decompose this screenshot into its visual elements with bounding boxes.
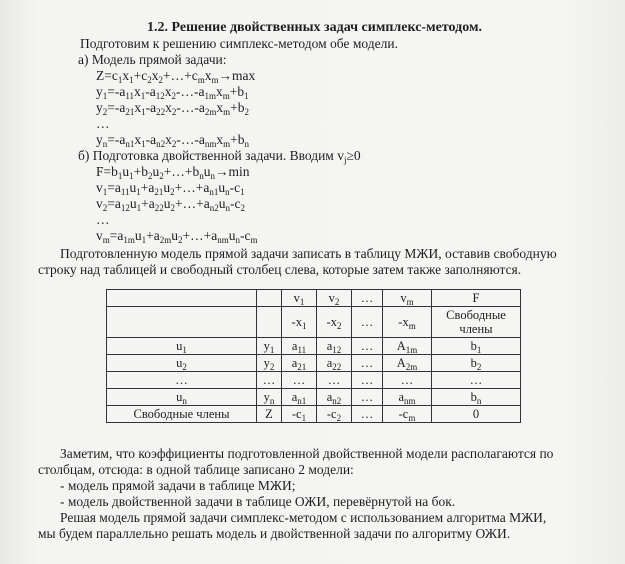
cell-ellipsis: …: [257, 372, 282, 389]
primal-eq-n: $y_n=-a_{n1}x_1-a_{n2}x_2-\dots-a_{nm}x_m+b_n$: [96, 132, 249, 149]
cell-anm: $a_{nm}$: [383, 389, 432, 406]
table-cell: [107, 307, 257, 338]
row-label-z: Z: [257, 406, 282, 423]
cell-an1: $a_{n1}$: [282, 389, 317, 406]
row-label-u1: $u_1$: [107, 338, 257, 355]
cell-ellipsis: …: [282, 372, 317, 389]
dual-ellipsis: …: [96, 212, 110, 227]
table-cell: [257, 290, 282, 307]
bullet-dual: - модель двойственной задачи в таблице ОЖИ, перевёрнутой на бок.: [60, 494, 456, 509]
table-row: [107, 406, 521, 423]
paragraph-3-line-1: Решая модель прямой задачи симплекс-методом с использованием алгоритма МЖИ,: [60, 510, 547, 525]
paragraph-1-line-2: строку над таблицей и свободный столбец слева, которые затем также заполняются.: [38, 262, 522, 277]
table-row: [107, 372, 521, 389]
cell-a22: $a_{22}$: [317, 355, 352, 372]
cell-c2: $-c_2$: [317, 406, 352, 423]
paragraph-3-line-2: мы будем параллельно решать модель и двойственной задачи по алгоритму ОЖИ.: [38, 526, 511, 541]
cell-ellipsis: …: [432, 372, 521, 389]
dual-heading-text: б) Подготовка двойственной задачи. Вводим: [78, 148, 334, 163]
table-row: [107, 355, 521, 372]
header-ellipsis: …: [352, 307, 383, 338]
cell-ellipsis: …: [352, 338, 383, 355]
cell-an2: $a_{n2}$: [317, 389, 352, 406]
header-x2: $-x_2$: [317, 307, 352, 338]
header-v1: $v_1$: [282, 290, 317, 307]
cell-ellipsis: …: [352, 355, 383, 372]
header-xm: $-x_m$: [383, 307, 432, 338]
bullet-primal: - модель прямой задачи в таблице МЖИ;: [60, 478, 296, 493]
paragraph-2-line-1: Заметим, что коэффициенты подготовленной двойственной модели располагаются по: [60, 446, 554, 461]
row-label-yn: $y_n$: [257, 389, 282, 406]
table-row: [107, 389, 521, 406]
table-cell: [257, 307, 282, 338]
cell-ellipsis: …: [352, 406, 383, 423]
cell-c1: $-c_1$: [282, 406, 317, 423]
primal-eq-1: $y_1=-a_{11}x_1-a_{12}x_2-\dots-a_{1m}x_m+b_1$: [96, 84, 249, 101]
dual-eq-2: $v_2=a_{12}u_1+a_{22}u_2+\dots+a_{n2}u_n-c_2$: [96, 196, 245, 213]
table-row: [107, 338, 521, 355]
header-f: F: [432, 290, 521, 307]
intro-text: Подготовим к решению симплекс-методом обе модели.: [80, 36, 398, 51]
primal-objective: $Z=c_1x_1+c_2x_2+\dots+c_mx_m\to\max$: [96, 68, 256, 85]
heading-primal-model: а) Модель прямой задачи:: [78, 52, 227, 67]
cell-ellipsis: …: [107, 372, 257, 389]
header-vm: $v_m$: [383, 290, 432, 307]
dual-eq-m: $v_m=a_{1m}u_1+a_{2m}u_2+\dots+a_{nm}u_n-c_m$: [96, 228, 258, 245]
row-label-un: $u_n$: [107, 389, 257, 406]
cell-a2m: $A_{2m}$: [383, 355, 432, 372]
cell-ellipsis: …: [352, 372, 383, 389]
mji-table: [106, 289, 521, 423]
header-x1: $-x_1$: [282, 307, 317, 338]
row-label-y2: $y_2$: [257, 355, 282, 372]
header-v2: $v_2$: [317, 290, 352, 307]
cell-ellipsis: …: [352, 389, 383, 406]
cell-zero: 0: [432, 406, 521, 423]
paragraph-1-line-1: Подготовленную модель прямой задачи записать в таблицу МЖИ, оставив свободную: [60, 246, 557, 261]
table-cell: [107, 290, 257, 307]
cell-ellipsis: …: [317, 372, 352, 389]
row-label-y1: $y_1$: [257, 338, 282, 355]
row-label-u2: $u_2$: [107, 355, 257, 372]
table-row: [107, 290, 521, 307]
cell-cm: $-c_m$: [383, 406, 432, 423]
cell-a12: $a_{12}$: [317, 338, 352, 355]
cell-ellipsis: …: [383, 372, 432, 389]
cell-a21: $a_{21}$: [282, 355, 317, 372]
section-title: 1.2. Решение двойственных задач симплекс-методом.: [147, 20, 482, 35]
table-row: [107, 307, 521, 338]
cell-a11: $a_{11}$: [282, 338, 317, 355]
header-free-members: Свободные члены: [432, 307, 521, 338]
cell-a1m: $A_{1m}$: [383, 338, 432, 355]
dual-eq-1: $v_1=a_{11}u_1+a_{21}u_2+\dots+a_{n1}u_n-c_1$: [96, 180, 245, 197]
primal-ellipsis: …: [96, 116, 110, 131]
cell-b2: $b_2$: [432, 355, 521, 372]
cell-b1: $b_1$: [432, 338, 521, 355]
cell-bn: $b_n$: [432, 389, 521, 406]
row-label-free-members: Свободные члены: [107, 406, 257, 423]
dual-objective: $F=b_1u_1+b_2u_2+\dots+b_nu_n\to\min$: [96, 164, 250, 181]
header-ellipsis: …: [352, 290, 383, 307]
heading-dual-model: б) Подготовка двойственной задачи. Вводим $v_j\ge 0$: [78, 148, 361, 165]
paragraph-2-line-2: столбцам, отсюда: в одной таблице записано 2 модели:: [38, 462, 354, 477]
primal-eq-2: $y_2=-a_{21}x_1-a_{22}x_2-\dots-a_{2m}x_m+b_2$: [96, 100, 249, 117]
